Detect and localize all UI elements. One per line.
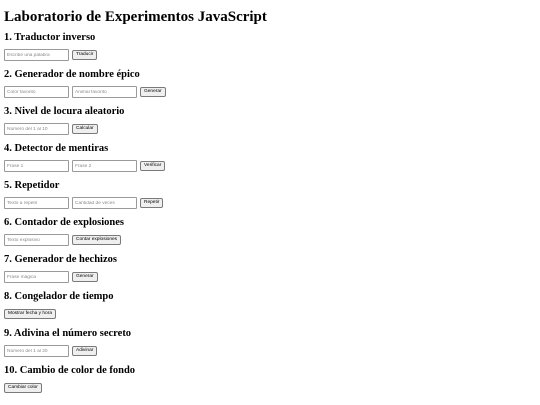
section-heading: 10. Cambio de color de fondo <box>4 365 136 376</box>
color-favorito-input[interactable] <box>4 86 69 98</box>
adivinar-button[interactable]: Adivinar <box>72 346 97 356</box>
section-detector-mentiras <box>4 142 536 179</box>
generar-hechizo-button[interactable]: Generar <box>72 272 98 282</box>
section-heading: 2. Generador de nombre épico <box>4 69 140 80</box>
section-controls <box>4 382 536 394</box>
section-heading: 3. Nivel de locura aleatorio <box>4 106 125 117</box>
section-generador-hechizos <box>4 253 536 290</box>
mostrar-fecha-hora-button[interactable]: Mostrar fecha y hora <box>4 309 56 319</box>
section-nivel-locura <box>4 105 536 142</box>
animal-favorito-input[interactable] <box>72 86 137 98</box>
section-congelador-tiempo <box>4 290 536 327</box>
frase-magica-input[interactable] <box>4 271 69 283</box>
section-controls <box>4 234 536 246</box>
section-heading: 9. Adivina el número secreto <box>4 328 132 339</box>
texto-repetir-input[interactable] <box>4 197 69 209</box>
page-title: Laboratorio de Experimentos JavaScript <box>4 9 267 25</box>
page <box>4 8 536 401</box>
section-controls <box>4 86 536 98</box>
cambiar-color-button[interactable]: Cambiar color <box>4 383 42 393</box>
generar-nombre-button[interactable]: Generar <box>140 87 166 97</box>
repetir-button[interactable]: Repetir <box>140 198 163 208</box>
section-heading: 1. Traductor inverso <box>4 32 96 43</box>
verificar-button[interactable]: Verificar <box>140 161 165 171</box>
cantidad-veces-input[interactable] <box>72 197 137 209</box>
section-heading: 8. Congelador de tiempo <box>4 291 114 302</box>
section-controls <box>4 308 536 320</box>
section-controls <box>4 271 536 283</box>
section-heading: 5. Repetidor <box>4 180 60 191</box>
section-controls <box>4 49 536 61</box>
texto-explosivo-input[interactable] <box>4 234 69 246</box>
palabra-input[interactable] <box>4 49 69 61</box>
section-controls <box>4 345 536 357</box>
section-controls <box>4 197 536 209</box>
frase-2-input[interactable] <box>72 160 137 172</box>
section-heading: 7. Generador de hechizos <box>4 254 117 265</box>
section-traductor-inverso <box>4 31 536 68</box>
section-contador-explosiones <box>4 216 536 253</box>
section-repetidor <box>4 179 536 216</box>
section-adivina-numero <box>4 327 536 364</box>
contar-explosiones-button[interactable]: Contar explosiones <box>72 235 121 245</box>
numero-secreto-input[interactable] <box>4 345 69 357</box>
numero-locura-input[interactable] <box>4 123 69 135</box>
section-controls <box>4 160 536 172</box>
section-controls <box>4 123 536 135</box>
traducir-button[interactable]: Traducir <box>72 50 97 60</box>
section-cambio-color-fondo <box>4 364 536 401</box>
section-heading: 4. Detector de mentiras <box>4 143 109 154</box>
section-generador-nombre-epico <box>4 68 536 105</box>
frase-1-input[interactable] <box>4 160 69 172</box>
calcular-button[interactable]: Calcular <box>72 124 98 134</box>
section-heading: 6. Contador de explosiones <box>4 217 124 228</box>
